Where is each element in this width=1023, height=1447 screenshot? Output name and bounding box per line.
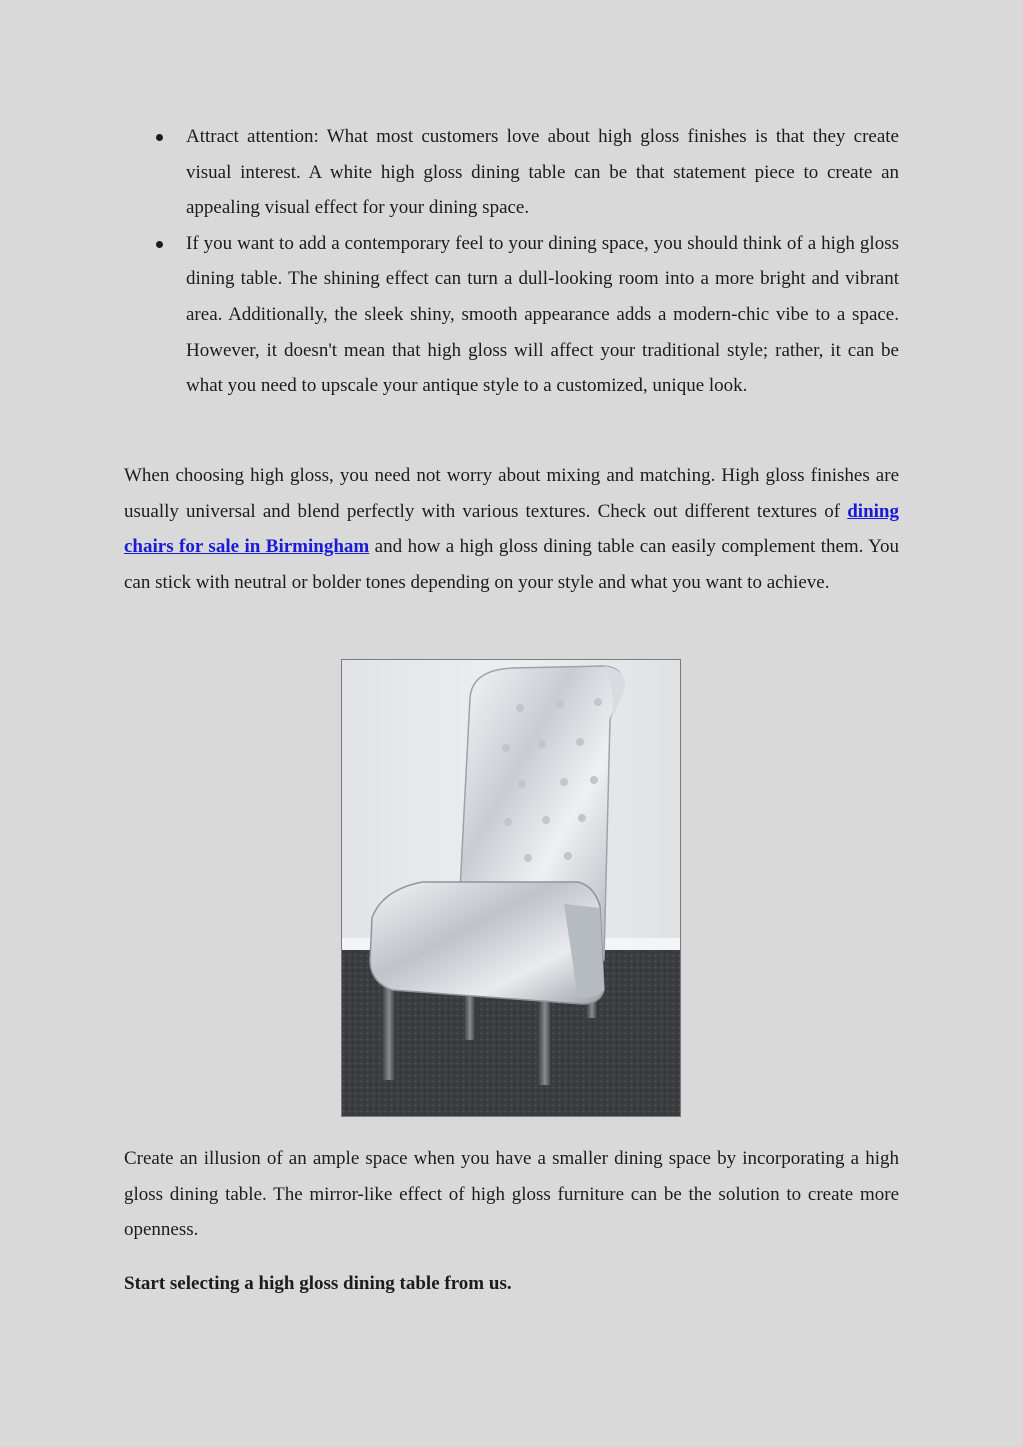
bullet-dot-icon	[156, 134, 163, 141]
paragraph-mixing-matching	[124, 458, 899, 600]
dining-chair-photo	[341, 659, 681, 1117]
bullet-text: If you want to add a contemporary feel to your dining space, you should think of a high gloss dining table. The shining effect can turn a dull-looking room into a more bright and vibrant area. Additionally, the sleek shiny, smooth appearance adds a modern-chic vibe to a space. However, it doesn't mean that high gloss will affect your traditional style; rather, it can be what you need to upscale your antique style to a customized, unique look.	[186, 232, 899, 397]
bullet-list	[124, 119, 899, 404]
paragraph-ample-space: Create an illusion of an ample space when you have a smaller dining space by incorporating a high gloss dining table. The mirror-like effect of high gloss furniture can be the solution to create more openness.	[124, 1148, 899, 1241]
dining-chairs-link[interactable]: dining chairs for sale in Birmingham	[124, 500, 899, 558]
bullet-item-attract-attention	[124, 119, 899, 226]
bullet-dot-icon	[156, 241, 163, 248]
chair-seat	[370, 882, 604, 1004]
paragraph-text: When choosing high gloss, you need not worry about mixing and matching. High gloss finishes are usually universal and blend perfectly with various textures. Check out different textures of	[124, 465, 899, 522]
paragraph-text: and how a high gloss dining table can easily complement them. You can stick with neutral or bolder tones depending on your style and what you want to achieve.	[124, 536, 899, 593]
call-to-action: Start selecting a high gloss dining table from us.	[124, 1273, 512, 1294]
chair-illustration	[342, 660, 680, 1116]
bullet-text: Attract attention: What most customers love about high gloss finishes is that they create visual interest. A white high gloss dining table can be that statement piece to create an appealing visual effect for your dining space.	[186, 126, 899, 219]
bullet-item-contemporary-feel	[124, 226, 899, 404]
